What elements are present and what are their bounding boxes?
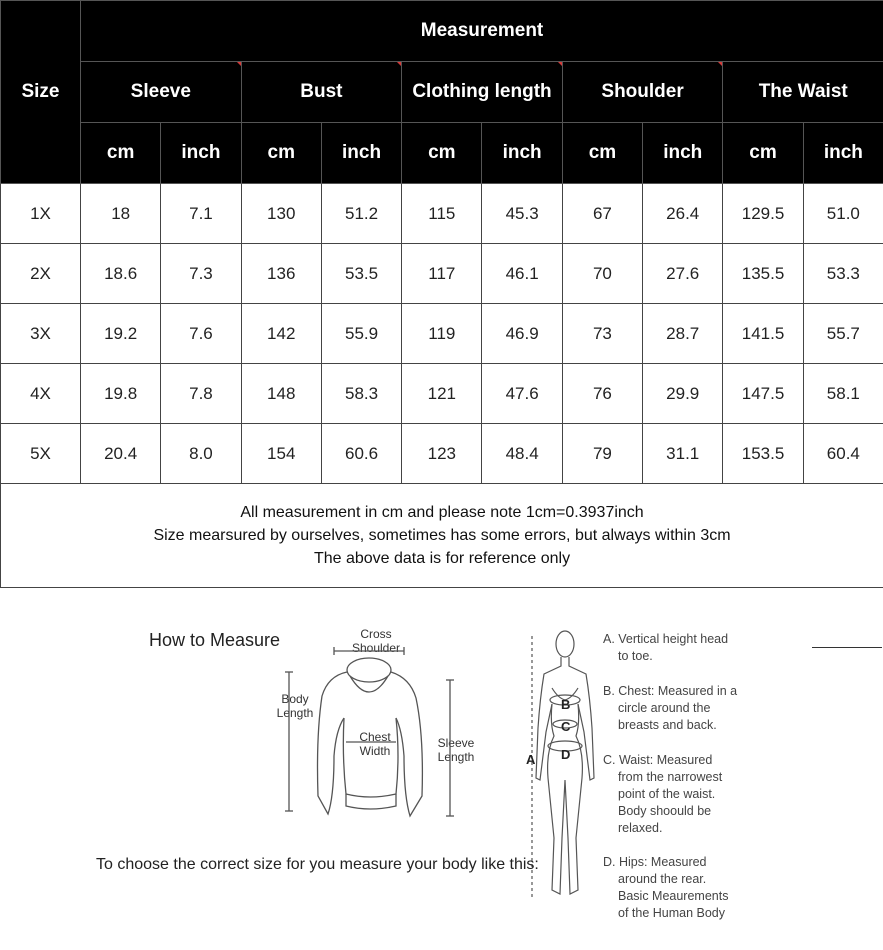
value-cell: 141.5	[723, 304, 803, 364]
value-cell: 142	[241, 304, 321, 364]
value-cell: 19.2	[81, 304, 161, 364]
value-cell: 7.3	[161, 244, 241, 304]
group-header-clothing-length: Clothing length	[402, 62, 563, 123]
value-cell: 28.7	[643, 304, 723, 364]
value-cell: 48.4	[482, 424, 562, 484]
value-cell: 51.2	[321, 184, 401, 244]
group-header-bust: Bust	[241, 62, 402, 123]
unit-header: inch	[803, 123, 883, 184]
unit-header: inch	[482, 123, 562, 184]
value-cell: 115	[402, 184, 482, 244]
value-cell: 153.5	[723, 424, 803, 484]
table-row	[1, 304, 883, 364]
value-cell: 58.1	[803, 364, 883, 424]
value-cell: 130	[241, 184, 321, 244]
note-line: The above data is for reference only	[313, 550, 571, 567]
cross-shoulder-label: Cross Shoulder	[351, 627, 401, 655]
note-line: All measurement in cm and please note 1cm=0.3937inch	[240, 504, 644, 521]
value-cell: 76	[562, 364, 642, 424]
divider-line	[812, 647, 882, 648]
value-cell: 121	[402, 364, 482, 424]
group-header-waist: The Waist	[723, 62, 883, 123]
unit-header: inch	[643, 123, 723, 184]
unit-header: inch	[161, 123, 241, 184]
value-cell: 136	[241, 244, 321, 304]
value-cell: 51.0	[803, 184, 883, 244]
table-row	[1, 424, 883, 484]
value-cell: 60.6	[321, 424, 401, 484]
value-cell: 119	[402, 304, 482, 364]
value-cell: 60.4	[803, 424, 883, 484]
value-cell: 53.3	[803, 244, 883, 304]
body-length-label: Body Length	[276, 692, 314, 720]
value-cell: 8.0	[161, 424, 241, 484]
size-cell: 2X	[1, 244, 81, 304]
measure-guide	[0, 588, 883, 950]
value-cell: 135.5	[723, 244, 803, 304]
unit-header: cm	[562, 123, 642, 184]
size-cell: 1X	[1, 184, 81, 244]
measurement-header: Measurement	[81, 1, 883, 62]
value-cell: 147.5	[723, 364, 803, 424]
table-row	[1, 364, 883, 424]
unit-header: inch	[321, 123, 401, 184]
body-letter-b: B	[561, 697, 571, 712]
unit-header: cm	[81, 123, 161, 184]
table-row	[1, 244, 883, 304]
body-letter-c: C	[561, 719, 571, 734]
value-cell: 46.1	[482, 244, 562, 304]
size-cell: 5X	[1, 424, 81, 484]
value-cell: 26.4	[643, 184, 723, 244]
sweater-sketch-icon	[276, 646, 476, 826]
notes-cell	[1, 484, 883, 588]
value-cell: 18	[81, 184, 161, 244]
value-cell: 55.9	[321, 304, 401, 364]
value-cell: 67	[562, 184, 642, 244]
how-to-measure-title: How to Measure	[149, 630, 281, 650]
value-cell: 58.3	[321, 364, 401, 424]
value-cell: 27.6	[643, 244, 723, 304]
value-cell: 154	[241, 424, 321, 484]
value-cell: 117	[402, 244, 482, 304]
body-letter-d: D	[561, 747, 571, 762]
unit-header: cm	[723, 123, 803, 184]
value-cell: 29.9	[643, 364, 723, 424]
legend-item-c: C. Waist: Measured from the narrowest point of the waist. Body shoould be relaxed.	[603, 753, 723, 835]
value-cell: 31.1	[643, 424, 723, 484]
value-cell: 55.7	[803, 304, 883, 364]
table-row	[1, 184, 883, 244]
legend-item-a: A. Vertical height head to toe.	[603, 632, 729, 663]
legend-item-b: B. Chest: Measured in a circle around the breasts and back.	[603, 684, 738, 732]
size-cell: 3X	[1, 304, 81, 364]
value-cell: 79	[562, 424, 642, 484]
chest-width-label: Chest Width	[359, 730, 391, 758]
value-cell: 73	[562, 304, 642, 364]
group-header-sleeve: Sleeve	[81, 62, 242, 123]
note-line: Size mearsured by ourselves, sometimes has some errors, but always within 3cm	[153, 527, 731, 544]
size-header: Size	[1, 1, 81, 184]
group-header-shoulder: Shoulder	[562, 62, 723, 123]
value-cell: 148	[241, 364, 321, 424]
value-cell: 70	[562, 244, 642, 304]
value-cell: 18.6	[81, 244, 161, 304]
value-cell: 53.5	[321, 244, 401, 304]
value-cell: 7.1	[161, 184, 241, 244]
value-cell: 46.9	[482, 304, 562, 364]
unit-header: cm	[241, 123, 321, 184]
sleeve-length-label: Sleeve Length	[437, 736, 475, 764]
value-cell: 47.6	[482, 364, 562, 424]
choose-size-text: To choose the correct size for you measure your body like this:	[96, 856, 539, 873]
body-letter-a: A	[526, 752, 536, 767]
value-cell: 123	[402, 424, 482, 484]
legend-item-d: D. Hips: Measured around the rear. Basic Meaurements of the Human Body	[603, 855, 729, 920]
value-cell: 7.6	[161, 304, 241, 364]
value-cell: 129.5	[723, 184, 803, 244]
unit-header: cm	[402, 123, 482, 184]
value-cell: 7.8	[161, 364, 241, 424]
size-cell: 4X	[1, 364, 81, 424]
value-cell: 19.8	[81, 364, 161, 424]
value-cell: 20.4	[81, 424, 161, 484]
value-cell: 45.3	[482, 184, 562, 244]
